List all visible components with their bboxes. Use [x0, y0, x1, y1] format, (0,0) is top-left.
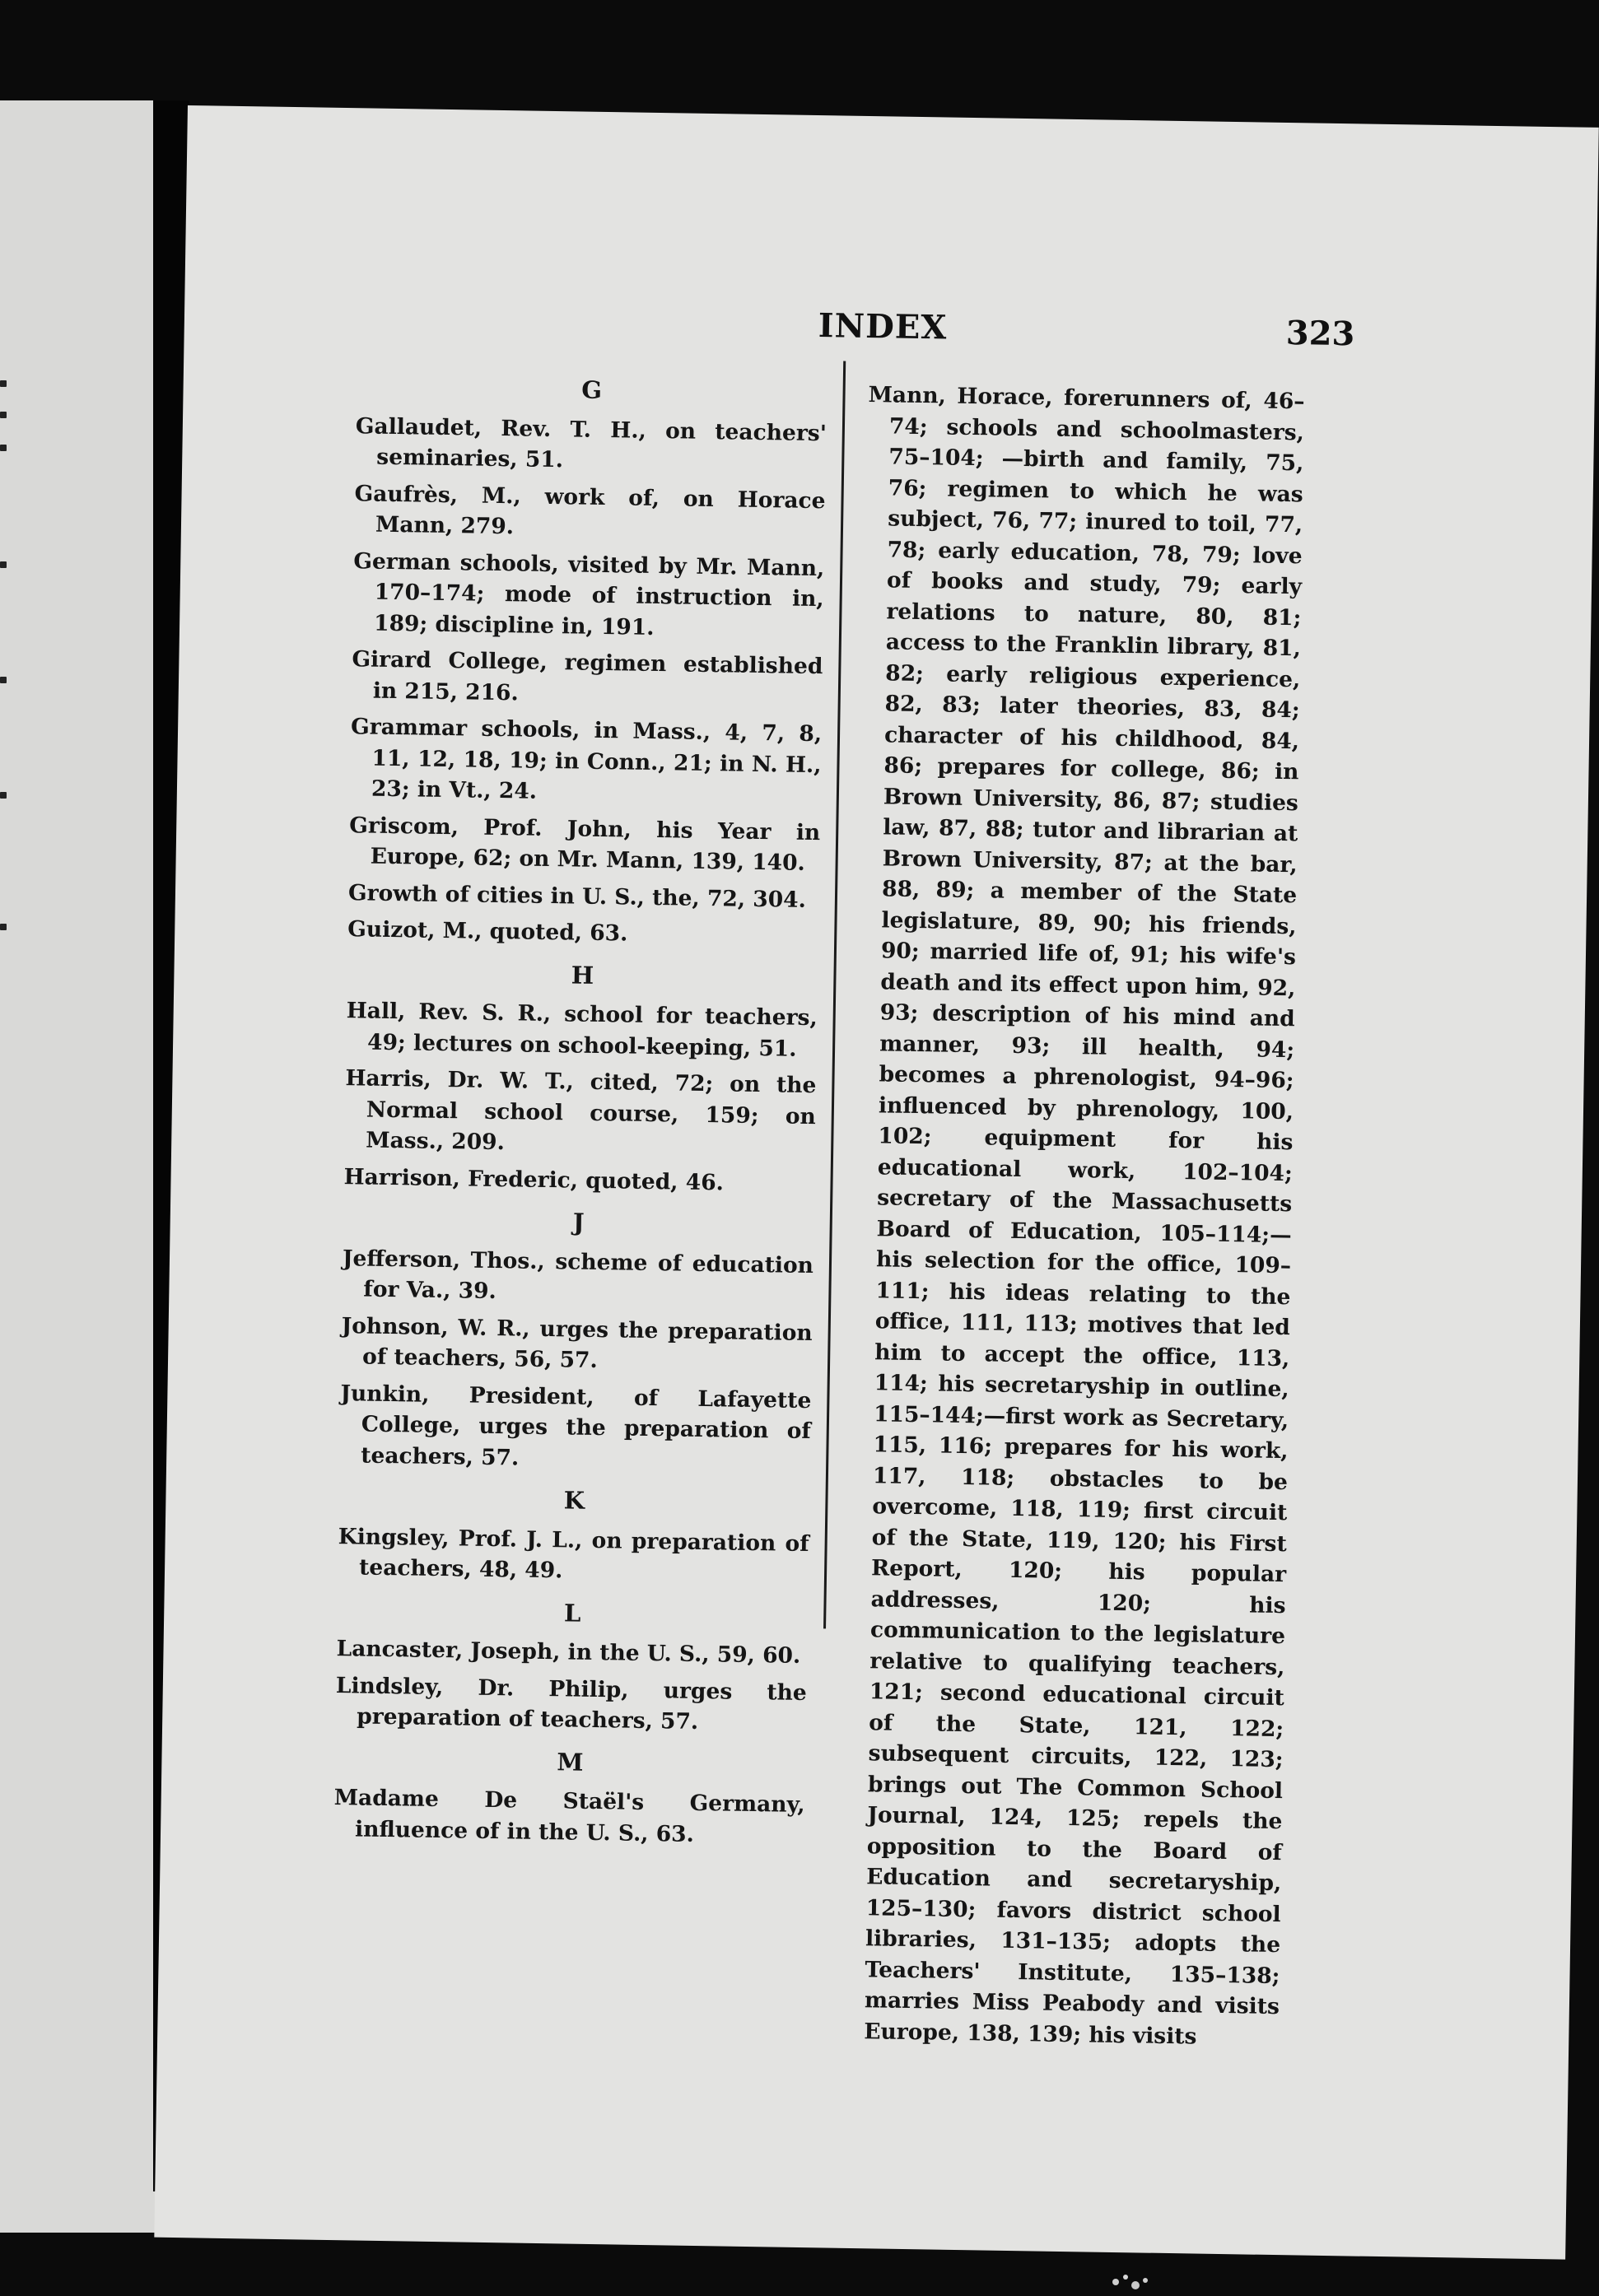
index-entry: Lancaster, Joseph, in the U. S., 59, 60. [336, 1636, 801, 1669]
facing-page-mark [0, 792, 7, 799]
index-entry: Junkin, President, of Lafayette College, urges the preparation of teachers, 57. [340, 1380, 812, 1471]
index-entry: Madame De Staël's Germany, influence of in the U. S., 63. [333, 1785, 805, 1847]
facing-page-mark [0, 924, 7, 930]
index-entry: Guizot, M., quoted, 63. [347, 916, 628, 947]
index-entry: Gallaudet, Rev. T. H., on teachers' seminaries, 51. [355, 412, 827, 473]
index-entry: Hall, Rev. S. R., school for teachers, 49; lectures on school-keeping, 51. [346, 998, 818, 1062]
index-entry: Jefferson, Thos., scheme of education for Va., 39. [342, 1245, 814, 1305]
index-entry: Growth of cities in U. S., the, 72, 304. [347, 879, 807, 913]
section-letter: K [563, 1486, 585, 1515]
facing-page-mark [0, 380, 7, 387]
index-entry: Girard College, regimen established in 215, 216. [352, 646, 823, 706]
section-letter: M [557, 1747, 584, 1777]
index-page [154, 105, 1598, 2260]
index-entry: Gaufrès, M., work of, on Horace Mann, 279. [354, 480, 826, 540]
page-number: 323 [1285, 313, 1355, 354]
column-divider [823, 361, 846, 1629]
index-entry: Johnson, W. R., urges the preparation of teachers, 56, 57. [341, 1312, 813, 1374]
index-entry: Griscom, Prof. John, his Year in Europe, 62; on Mr. Mann, 139, 140. [349, 812, 821, 876]
index-entry: Grammar schools, in Mass., 4, 7, 8, 11, 12, 18, 19; in Conn., 21; in N. H., 23; in Vt., 24. [350, 714, 823, 804]
section-letter: L [563, 1598, 581, 1628]
facing-page-mark [0, 561, 7, 568]
facing-page-mark [0, 445, 7, 451]
index-entry: Lindsley, Dr. Philip, urges the preparation of teachers, 57. [335, 1672, 808, 1735]
index-entry-mann: Mann, Horace, forerunners of, 46–74; schools and schoolmasters, 75–104; —birth and family, 75, 76; regimen to which he was subject, 76, 77; inured to toil, 77, 78; early education, 78, 79; love of books and study, 79; early relations to nature, 80, 81; access to the Franklin library, 81, 82; early religious experience, 82, 83; later theories, 83, 84; character of his childhood, 84, 86; prepares for college, 86; in Brown University, 86, 87; studies law, 87, 88; tutor and librarian at Brown University, 87; at the bar, 88, 89; a member of the State legislature, 89, 90; his friends, 90; married life of, 91; his wife's death and its effect upon him, 92, 93; description of his mind and manner, 93; ill health, 94; becomes a phrenologist, 94–96; influenced by phrenology, 100, 102; equipment for his educational work, 102–104; secretary of the Massachusetts Board of Education, 105–114;—his selection for the office, 109–111; his ideas relating to the office, 111, 113; motives that led him to accept the office, 113, 114; his secretaryship in outline, 115–144;—first work as Secretary, 115, 116; prepares for his work, 117, 118; obstacles to be overcome, 118, 119; first circuit of the State, 119, 120; his First Report, 120; his popular addresses, 120; his communication to the legislature relative to qualifying teachers, 121; second educational circuit of the State, 121, 122; subsequent circuits, 122, 123; brings out The Common School Journal, 124, 125; repels the opposition to the Board of Education and secretaryship, 125–130; favors district school libraries, 131–135; adopts the Teachers' Institute, 135–138; marries Miss Peabody and visits Europe, 138, 139; his visits [864, 382, 1305, 2050]
scan-speck-marks [1099, 2266, 1165, 2296]
left-index-column [333, 371, 827, 1857]
section-letter: H [571, 960, 594, 990]
section-letter: G [580, 375, 603, 404]
index-entry: German schools, visited by Mr. Mann, 170–174; mode of instruction in, 189; discipline in, 191. [353, 547, 825, 640]
facing-page-mark [0, 412, 7, 418]
index-entry: Kingsley, Prof. J. L., on preparation of teachers, 48, 49. [338, 1523, 809, 1584]
index-entry: Harrison, Frederic, quoted, 46. [343, 1163, 725, 1195]
section-letter: J [572, 1208, 585, 1236]
facing-page-mark [0, 677, 7, 683]
index-entry: Harris, Dr. W. T., cited, 72; on the Normal school course, 159; on Mass., 209. [345, 1065, 817, 1156]
page-title: INDEX [818, 306, 948, 347]
right-index-column [842, 380, 1305, 2059]
